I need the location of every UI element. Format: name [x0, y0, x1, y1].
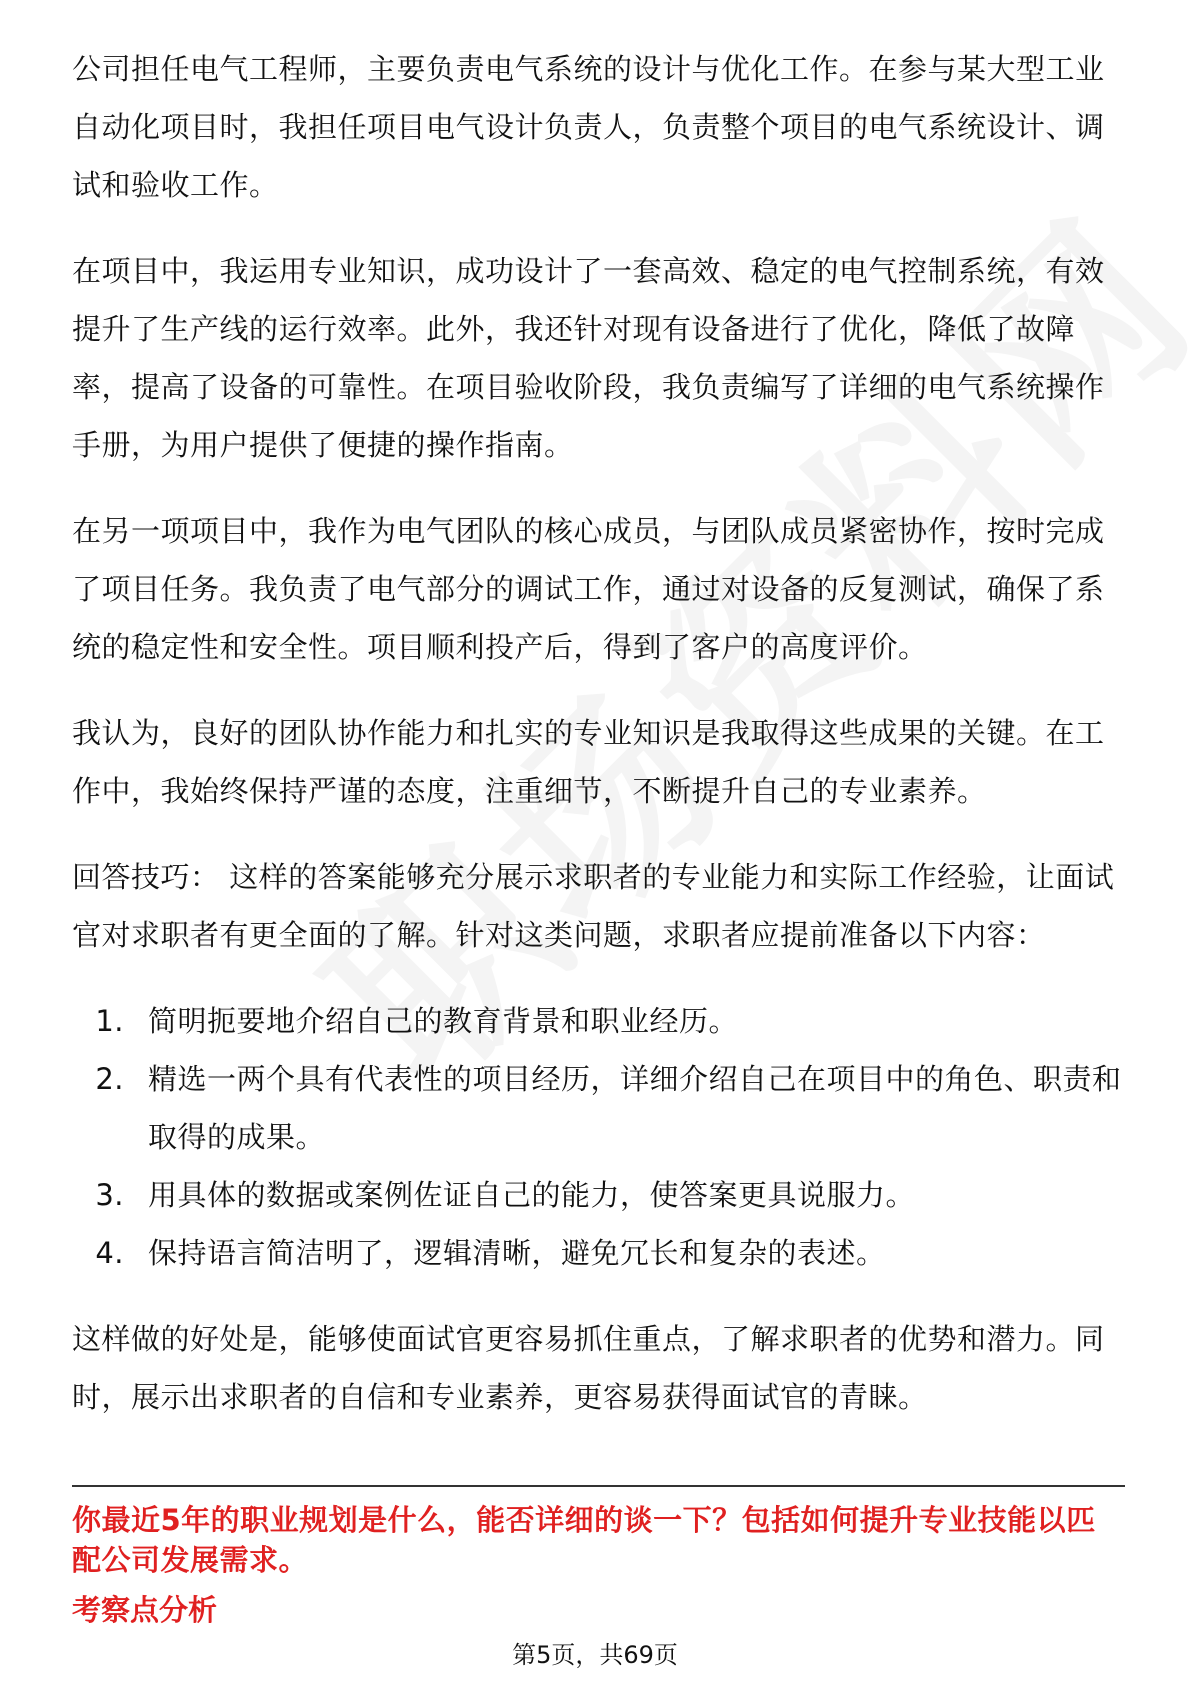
list-item-text: 保持语言简洁明了，逻辑清晰，避免冗长和复杂的表述。 — [148, 1236, 886, 1270]
list-item-text: 用具体的数据或案例佐证自己的能力，使答案更具说服力。 — [148, 1178, 916, 1212]
section-divider — [72, 1485, 1125, 1487]
paragraph-1: 公司担任电气工程师，主要负责电气系统的设计与优化工作。在参与某大型工业自动化项目时，我担任项目电气设计负责人，负责整个项目的电气系统设计、调试和验收工作。 — [72, 52, 1105, 202]
answer-tips-paragraph: 回答技巧： 这样的答案能够充分展示求职者的专业能力和实际工作经验，让面试官对求职者有更全面的了解。针对这类问题，求职者应提前准备以下内容： — [72, 860, 1115, 952]
page-number: 第5页，共69页 — [512, 1641, 678, 1669]
list-item-number: 4. — [95, 1236, 124, 1270]
list-item — [72, 1050, 1122, 1166]
list-item — [72, 992, 1122, 1050]
analysis-heading: 考察点分析 — [72, 1593, 218, 1627]
list-item-number: 2. — [95, 1062, 124, 1096]
paragraph-3: 在另一项项目中，我作为电气团队的核心成员，与团队成员紧密协作，按时完成了项目任务。我负责了电气部分的调试工作，通过对设备的反复测试，确保了系统的稳定性和安全性。项目顺利投产后，得到了客户的高度评价。 — [72, 514, 1105, 664]
paragraph-2: 在项目中，我运用专业知识，成功设计了一套高效、稳定的电气控制系统，有效提升了生产线的运行效率。此外，我还针对现有设备进行了优化，降低了故障率，提高了设备的可靠性。在项目验收阶段，我负责编写了详细的电气系统操作手册，为用户提供了便捷的操作指南。 — [72, 254, 1105, 462]
tips-list — [72, 992, 1122, 1282]
list-item-text: 简明扼要地介绍自己的教育背景和职业经历。 — [148, 1004, 739, 1038]
list-item — [72, 1224, 1122, 1282]
interview-question: 你最近5年的职业规划是什么，能否详细的谈一下？包括如何提升专业技能以匹配公司发展需求。 — [72, 1503, 1096, 1577]
list-item-text: 精选一两个具有代表性的项目经历，详细介绍自己在项目中的角色、职责和取得的成果。 — [148, 1062, 1122, 1154]
closing-paragraph: 这样做的好处是，能够使面试官更容易抓住重点，了解求职者的优势和潜力。同时，展示出求职者的自信和专业素养，更容易获得面试官的青睐。 — [72, 1322, 1105, 1414]
paragraph-4: 我认为，良好的团队协作能力和扎实的专业知识是我取得这些成果的关键。在工作中，我始终保持严谨的态度，注重细节，不断提升自己的专业素养。 — [72, 716, 1105, 808]
list-item — [72, 1166, 1122, 1224]
list-item-number: 1. — [95, 1004, 124, 1038]
document-body — [72, 40, 1122, 1454]
list-item-number: 3. — [95, 1178, 124, 1212]
